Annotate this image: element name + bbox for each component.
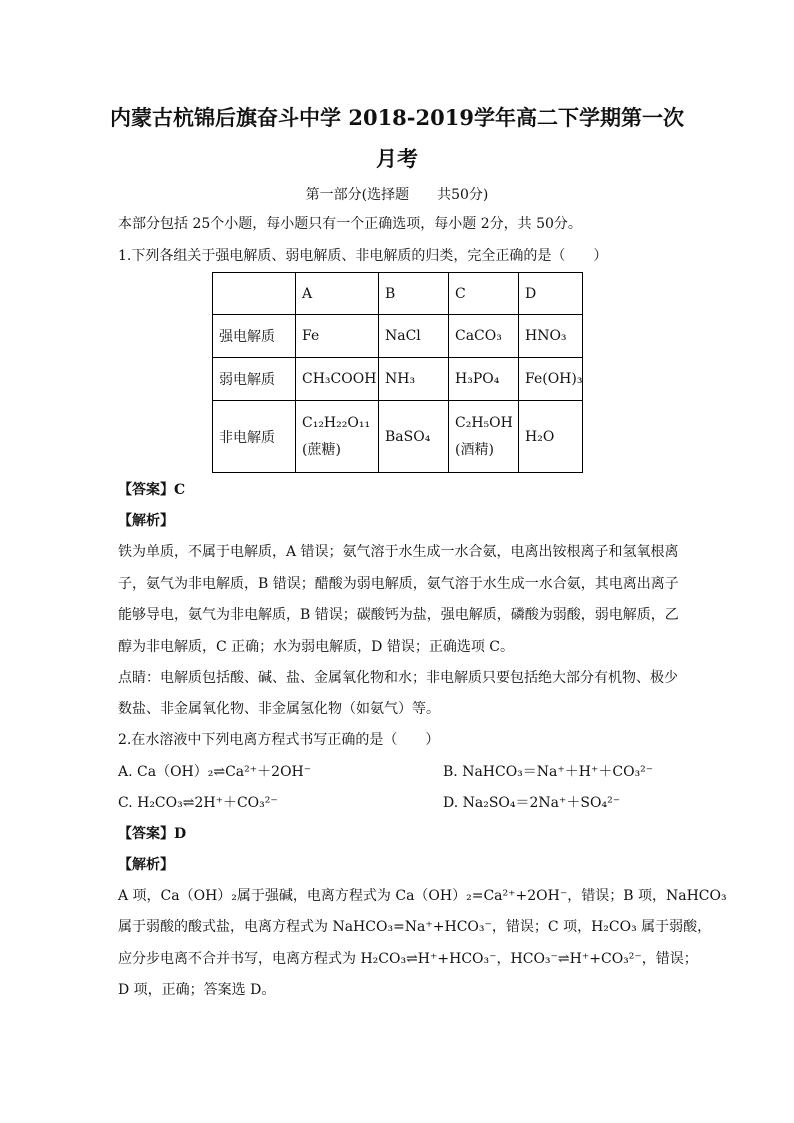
question-1-analysis-line: 铁为单质，不属于电解质，A 错误；氨气溶于水生成一水合氨，电离出铵根离子和氢氧根离: [118, 544, 679, 560]
document-title: 内蒙古杭锦后旗奋斗中学 2018-2019学年高二下学期第一次: [110, 105, 684, 130]
table-cell: H₂O: [519, 401, 583, 473]
table-cell: NH₃: [379, 358, 449, 401]
question-1-analysis-line: 能够导电，氨气为非电解质，B 错误；碳酸钙为盐，强电解质，磷酸为弱酸，弱电解质，乙: [118, 607, 679, 623]
table-cell: D: [519, 273, 583, 315]
table-cell: CH₃COOH: [296, 358, 379, 401]
table-cell: BaSO₄: [379, 401, 449, 473]
question-2-answer: 【答案】D: [118, 826, 187, 842]
table-cell: B: [379, 273, 449, 315]
question-2-analysis-line: A 项，Ca（OH）₂属于强碱，电离方程式为 Ca（OH）₂=Ca²⁺+2OH⁻，错误；B 项，NaHCO₃: [118, 888, 727, 904]
table-cell-formula: C₁₂H₂₂O₁₁: [302, 414, 371, 431]
question-2-analysis-label: 【解析】: [118, 857, 174, 873]
table-cell: C: [449, 273, 519, 315]
table-cell-note: (酒精): [455, 441, 494, 458]
question-2-option-c: C. H₂CO₃⇌2H⁺＋CO₃²⁻: [118, 795, 278, 811]
table-cell-note: (蔗糖): [302, 441, 341, 458]
table-cell: [449, 401, 519, 473]
question-1-analysis-line: 醇为非电解质，C 正确；水为弱电解质，D 错误；正确选项 C。: [118, 639, 514, 655]
table-header-row: [213, 273, 583, 315]
question-1-analysis-line: 子，氨气为非电解质，B 错误；醋酸为弱电解质，氨气溶于水生成一水合氨，其电离出离子: [118, 576, 679, 592]
table-cell: CaCO₃: [449, 315, 519, 358]
question-1-table: [212, 272, 583, 473]
table-cell: Fe: [296, 315, 379, 358]
table-cell: Fe(OH)₃: [519, 358, 583, 401]
table-cell: [296, 401, 379, 473]
question-2-option-d: D. Na₂SO₄＝2Na⁺＋SO₄²⁻: [443, 795, 621, 811]
question-2-analysis-line: 属于弱酸的酸式盐，电离方程式为 NaHCO₃=Na⁺+HCO₃⁻，错误；C 项，H₂CO₃ 属于弱酸，: [118, 919, 712, 935]
question-2-option-a: A. Ca（OH）₂⇌Ca²⁺＋2OH⁻: [118, 764, 312, 780]
table-cell-formula: C₂H₅OH: [455, 414, 513, 431]
question-1-note-line: 点睛：电解质包括酸、碱、盐、金属氧化物和水；非电解质只要包括绝大部分有机物、极少: [118, 670, 678, 686]
question-2-stem: 2.在水溶液中下列电离方程式书写正确的是（ ）: [118, 732, 440, 748]
table-cell: 强电解质: [213, 315, 296, 358]
question-2-analysis-line: 应分步电离不合并书写，电离方程式为 H₂CO₃⇌H⁺+HCO₃⁻，HCO₃⁻⇌H⁺+CO₃²⁻，错误；: [118, 951, 698, 967]
question-1-answer: 【答案】C: [118, 482, 186, 498]
table-cell: A: [296, 273, 379, 315]
question-2-analysis-line: D 项，正确；答案选 D。: [118, 982, 276, 998]
section-header: 第一部分(选择题 共50分): [305, 187, 489, 203]
section-intro: 本部分包括 25个小题，每小题只有一个正确选项，每小题 2分，共 50分。: [118, 216, 582, 232]
table-cell: HNO₃: [519, 315, 583, 358]
table-row: [213, 401, 583, 473]
question-1-analysis-label: 【解析】: [118, 513, 174, 529]
table-cell: 弱电解质: [213, 358, 296, 401]
table-row: [213, 358, 583, 401]
table-cell: H₃PO₄: [449, 358, 519, 401]
question-1-stem: 1.下列各组关于强电解质、弱电解质、非电解质的归类，完全正确的是（ ）: [118, 248, 608, 264]
table-cell: NaCl: [379, 315, 449, 358]
table-cell: [213, 273, 296, 315]
question-1-note-line: 数盐、非金属氧化物、非金属氢化物（如氨气）等。: [118, 701, 440, 717]
table-row: [213, 315, 583, 358]
question-2-option-b: B. NaHCO₃＝Na⁺＋H⁺＋CO₃²⁻: [443, 764, 654, 780]
table-cell: 非电解质: [213, 401, 296, 473]
document-title-continued: 月考: [376, 146, 418, 171]
